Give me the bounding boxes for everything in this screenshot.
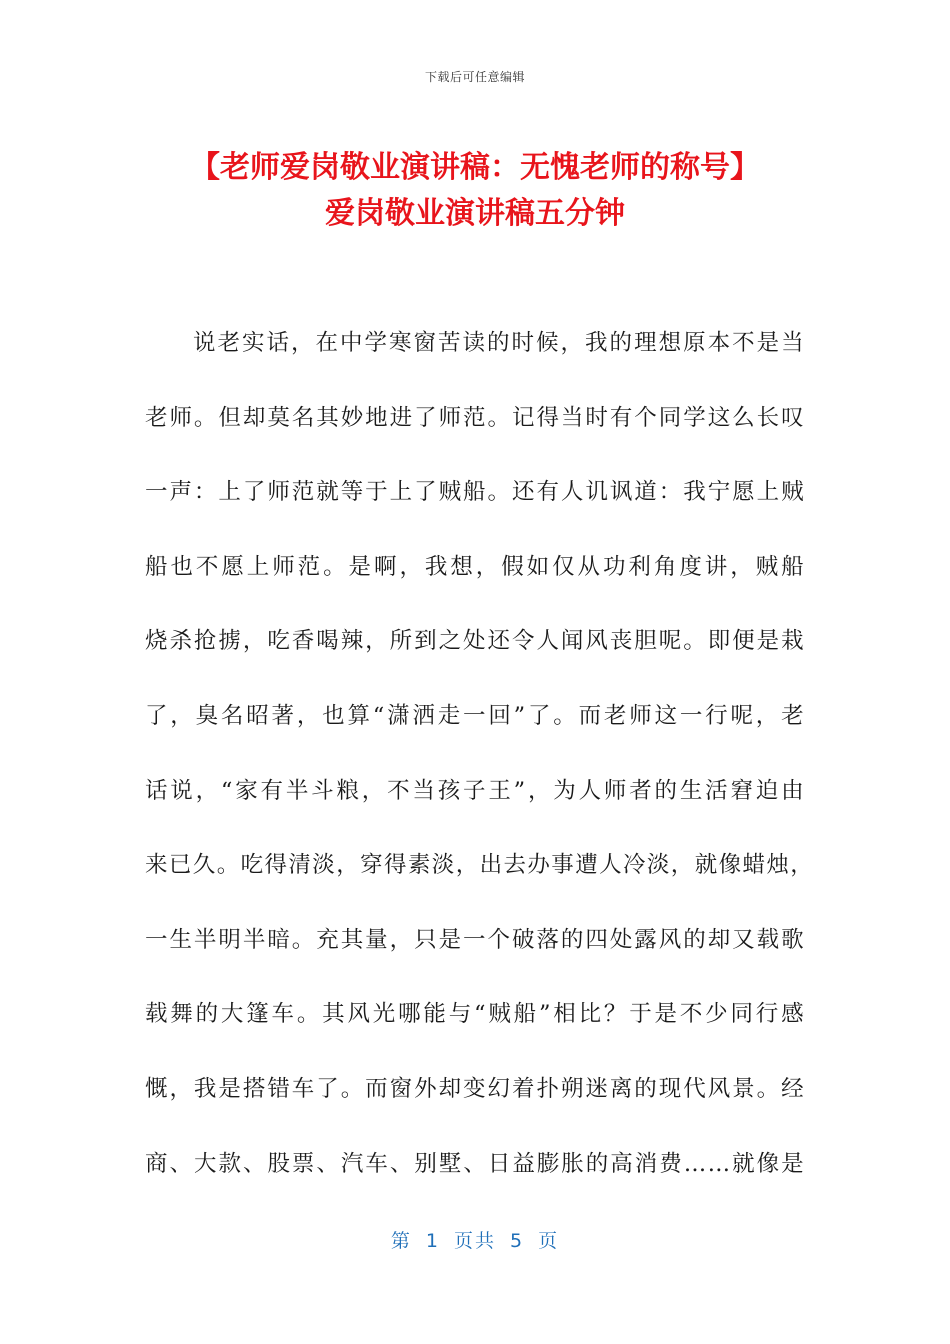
body-paragraph — [145, 318, 815, 1213]
paragraph-line: 烧杀抢掳，吃香喝辣，所到之处还令人闻风丧胆呢。即便是栽 — [145, 628, 805, 655]
title-line-1: 【老师爱岗敬业演讲稿：无愧老师的称号】 — [190, 150, 760, 185]
paragraph-line: 船也不愿上师范。是啊，我想，假如仅从功利角度讲，贼船 — [145, 553, 805, 580]
paragraph-line: 了，臭名昭著，也算“潇洒走一回”了。而老师这一行呢，老 — [145, 702, 805, 729]
paragraph-line: 一生半明半暗。充其量，只是一个破落的四处露风的却又载歌 — [145, 926, 805, 953]
document-title — [0, 145, 950, 237]
paragraph-line: 一声：上了师范就等于上了贼船。还有人讥讽道：我宁愿上贼 — [145, 479, 805, 506]
title-line-2: 爱岗敬业演讲稿五分钟 — [325, 196, 625, 231]
paragraph-line: 商、大款、股票、汽车、别墅、日益膨胀的高消费……就像是 — [145, 1150, 805, 1177]
paragraph-line: 话说，“家有半斗粮，不当孩子王”，为人师者的生活窘迫由 — [145, 777, 805, 804]
paragraph-line: 老师。但却莫名其妙地进了师范。记得当时有个同学这么长叹 — [145, 404, 805, 431]
paragraph-line: 载舞的大篷车。其风光哪能与“贼船”相比？于是不少同行感 — [145, 1001, 805, 1028]
page-number: 第 1 页共 5 页 — [390, 1230, 560, 1252]
paragraph-line: 来已久。吃得清淡，穿得素淡，出去办事遭人冷淡，就像蜡烛， — [145, 852, 815, 879]
paragraph-line: 说老实话，在中学寒窗苦读的时候，我的理想原本不是当 — [193, 330, 805, 356]
paragraph-line: 慨，我是搭错车了。而窗外却变幻着扑朔迷离的现代风景。经 — [145, 1075, 805, 1102]
header-note: 下载后可任意编辑 — [424, 70, 525, 84]
